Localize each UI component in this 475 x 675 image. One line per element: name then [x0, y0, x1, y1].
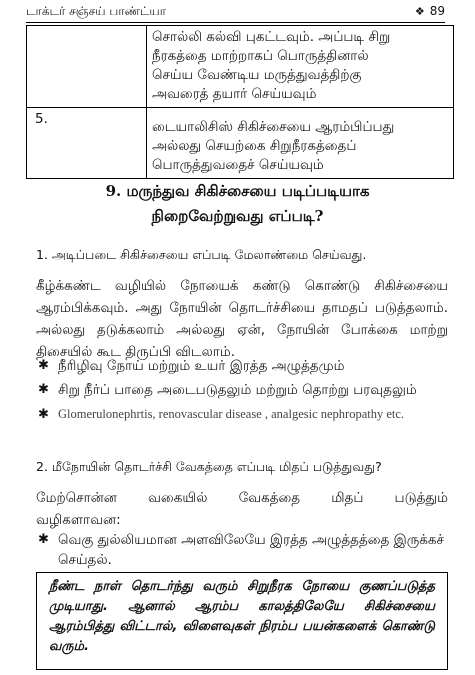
steps-table	[26, 25, 454, 179]
list-item: ✱ சிறு நீர்ப் பாதை அடைபடுதலும் மற்றும் தொற்று பரவுதலும்	[38, 382, 417, 398]
section-title-line2: நிறைவேற்றுவது எப்படி?	[151, 207, 324, 225]
diamond-icon: ❖	[414, 5, 425, 18]
cell-line: நீரகத்தை மாற்றாகப் பொருத்தினால்	[152, 48, 369, 64]
cell-line: அல்லது செயற்கை சிறுநீரகத்தைப்	[152, 138, 357, 154]
table-row	[27, 26, 454, 108]
page-number: 89	[429, 4, 445, 18]
asterisk-bullet-icon: ✱	[38, 406, 49, 421]
asterisk-bullet-icon: ✱	[38, 358, 49, 373]
question-1-paragraph: கீழ்க்கண்ட வழியில் நோயைக் கண்டு கொண்டு சிகிச்சையை ஆரம்பிக்கவும். அது நோயின் தொடர்ச்சியை தாமதப் படுத்தலாம். அல்லது தடுக்கலாம் அல்லது ஏன், நோயின் போக்கை மாற்று திசையில் கூட திருப்பி விடலாம்.	[36, 278, 448, 360]
question-1-bullets	[36, 356, 450, 428]
list-item: ✱ Glomerulonephrtis, renovascular disease , analgesic nephropathy etc.	[36, 404, 450, 424]
asterisk-bullet-icon: ✱	[38, 532, 49, 547]
list-item: ✱ நீரிழிவு நோய் மற்றும் உயர் இரத்த அழுத்தமும்	[38, 358, 345, 374]
list-item: ✱ வெகு துல்லியமான அளவிலேயே இரத்த அழுத்தத்தை இருக்கச் செய்தல்.	[38, 532, 444, 568]
row-number: 5.	[35, 111, 48, 127]
question-2-paragraph: மேற்சொன்ன வகையில் வேகத்தை மிதப் படுத்தும் வழிகளாவன:	[36, 490, 448, 528]
row-text-cell	[147, 108, 454, 179]
question-1-heading: 1. அடிப்படை சிகிச்சையை எப்படி மேலாண்மை செய்வது.	[36, 247, 367, 262]
cell-line: செய்ய வேண்டிய மருத்துவத்திற்கு	[152, 67, 362, 83]
note-box: நீண்ட நாள் தொடர்ந்து வரும் சிறுநீரக நோயை குணப்படுத்த முடியாது. ஆனால் ஆரம்ப காலத்திலேயே சிகிச்சையை ஆரம்பித்து விட்டால், விளைவுகள் நிரம்ப பயன்களைக் கொண்டு வரும்.	[36, 572, 448, 670]
table-row	[27, 108, 454, 179]
cell-line: அவரைத் தயார் செய்யவும்	[152, 86, 317, 102]
question-2-heading: 2. மீநோயின் தொடர்ச்சி வேகத்தை எப்படி மிதப் படுத்துவது?	[36, 459, 382, 474]
section-title-line1: 9. மருந்துவ சிகிச்சையை படிப்படியாக	[105, 182, 370, 200]
asterisk-bullet-icon: ✱	[38, 382, 49, 397]
question-2-bullets	[36, 530, 450, 574]
page-header	[26, 4, 445, 23]
cell-line: பொருத்துவதைச் செய்யவும்	[152, 157, 324, 173]
row-text-cell	[147, 26, 454, 108]
page-number-area	[415, 4, 445, 18]
cell-line: டையாலிசிஸ் சிகிச்சையை ஆரம்பிப்பது	[152, 119, 395, 135]
row-number-cell	[27, 26, 147, 108]
cell-line: சொல்லி கல்வி புகட்டவும். அப்படி சிறு	[152, 29, 391, 45]
running-title: டாக்டர் சஞ்சய் பாண்ட்யா	[26, 4, 166, 18]
row-number-cell	[27, 108, 147, 179]
